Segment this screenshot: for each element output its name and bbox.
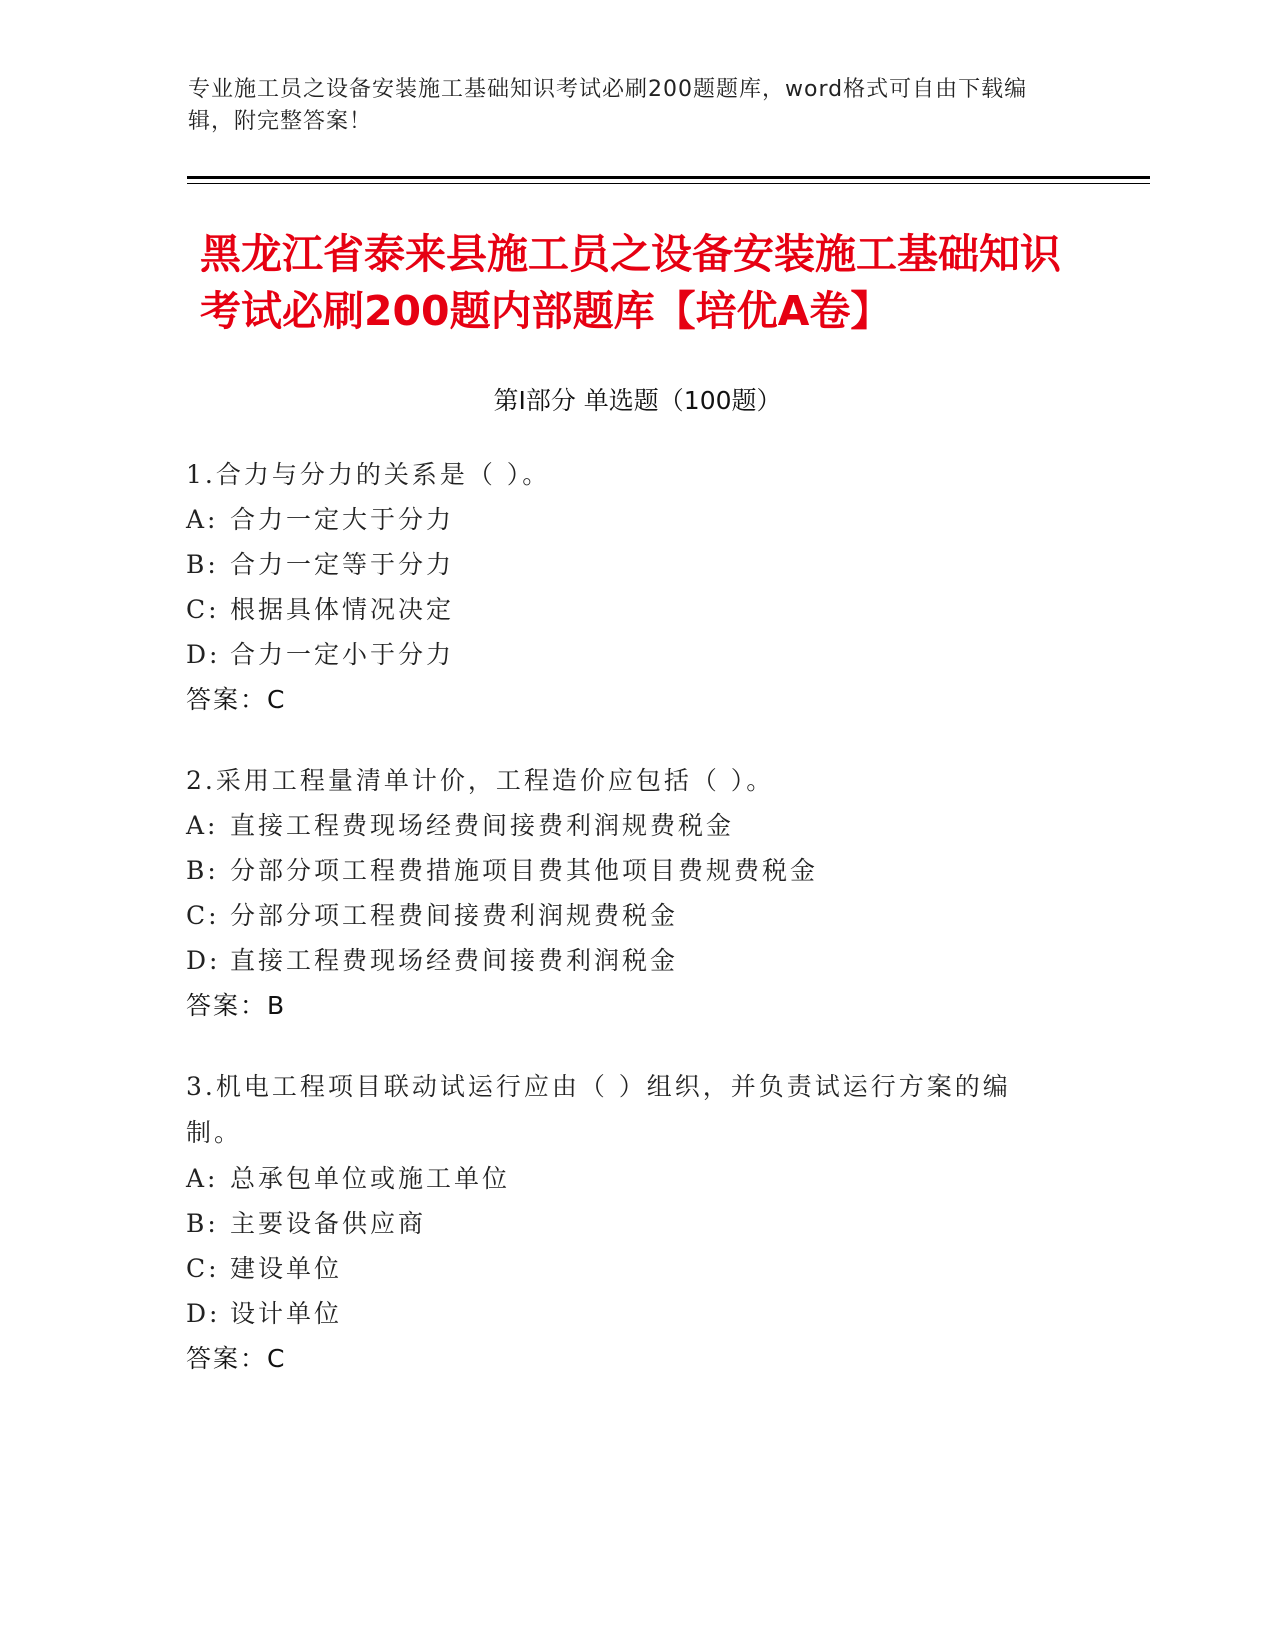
- option-b: [186, 1201, 1066, 1246]
- option-text: 建设单位: [230, 1254, 343, 1283]
- answer: 答案：C: [186, 685, 287, 714]
- question-2: [186, 758, 1086, 1028]
- header-rule-thin: [187, 183, 1150, 184]
- option-c: [186, 587, 1086, 632]
- option-a: [186, 1156, 1066, 1201]
- option-text: 主要设备供应商: [230, 1209, 427, 1238]
- option-label: D:: [186, 640, 221, 669]
- question-3: [186, 1064, 1066, 1381]
- option-d: [186, 1291, 1066, 1336]
- option-d: [186, 632, 1086, 677]
- option-label: D:: [186, 946, 221, 975]
- option-a: [186, 803, 1086, 848]
- option-text: 分部分项工程费措施项目费其他项目费规费税金: [230, 856, 819, 885]
- option-label: B:: [186, 1209, 219, 1238]
- option-text: 根据具体情况决定: [230, 595, 455, 624]
- option-label: C:: [186, 901, 220, 930]
- header-note: 专业施工员之设备安装施工基础知识考试必刷200题题库，word格式可自由下载编辑，附完整答案！: [188, 77, 1028, 134]
- option-text: 直接工程费现场经费间接费利润规费税金: [230, 811, 735, 840]
- option-b: [186, 848, 1086, 893]
- header-rule-thick: [187, 176, 1150, 179]
- option-c: [186, 893, 1086, 938]
- option-label: C:: [186, 595, 220, 624]
- answer: 答案：C: [186, 1344, 287, 1373]
- option-text: 总承包单位或施工单位: [230, 1164, 511, 1193]
- option-c: [186, 1246, 1066, 1291]
- section-heading: 第Ⅰ部分 单选题（100题）: [493, 386, 782, 415]
- option-a: [186, 497, 1086, 542]
- question-stem: 1.合力与分力的关系是（ ）。: [186, 460, 551, 489]
- option-text: 分部分项工程费间接费利润规费税金: [230, 901, 679, 930]
- question-stem: 2.采用工程量清单计价，工程造价应包括（ ）。: [186, 766, 775, 795]
- option-text: 合力一定小于分力: [230, 640, 455, 669]
- option-label: A:: [186, 1164, 219, 1193]
- option-text: 设计单位: [230, 1299, 343, 1328]
- option-label: C:: [186, 1254, 220, 1283]
- option-d: [186, 938, 1086, 983]
- option-label: B:: [186, 550, 219, 579]
- question-1: [186, 452, 1086, 722]
- option-text: 直接工程费现场经费间接费利润税金: [230, 946, 679, 975]
- option-label: A:: [186, 505, 219, 534]
- option-b: [186, 542, 1086, 587]
- answer: 答案：B: [186, 991, 287, 1020]
- question-stem: 3.机电工程项目联动试运行应由（ ）组织，并负责试运行方案的编制。: [186, 1072, 1011, 1147]
- document-title: 黑龙江省泰来县施工员之设备安装施工基础知识考试必刷200题内部题库【培优A卷】: [200, 230, 1061, 335]
- option-text: 合力一定大于分力: [230, 505, 455, 534]
- option-text: 合力一定等于分力: [230, 550, 455, 579]
- option-label: B:: [186, 856, 219, 885]
- option-label: D:: [186, 1299, 221, 1328]
- option-label: A:: [186, 811, 219, 840]
